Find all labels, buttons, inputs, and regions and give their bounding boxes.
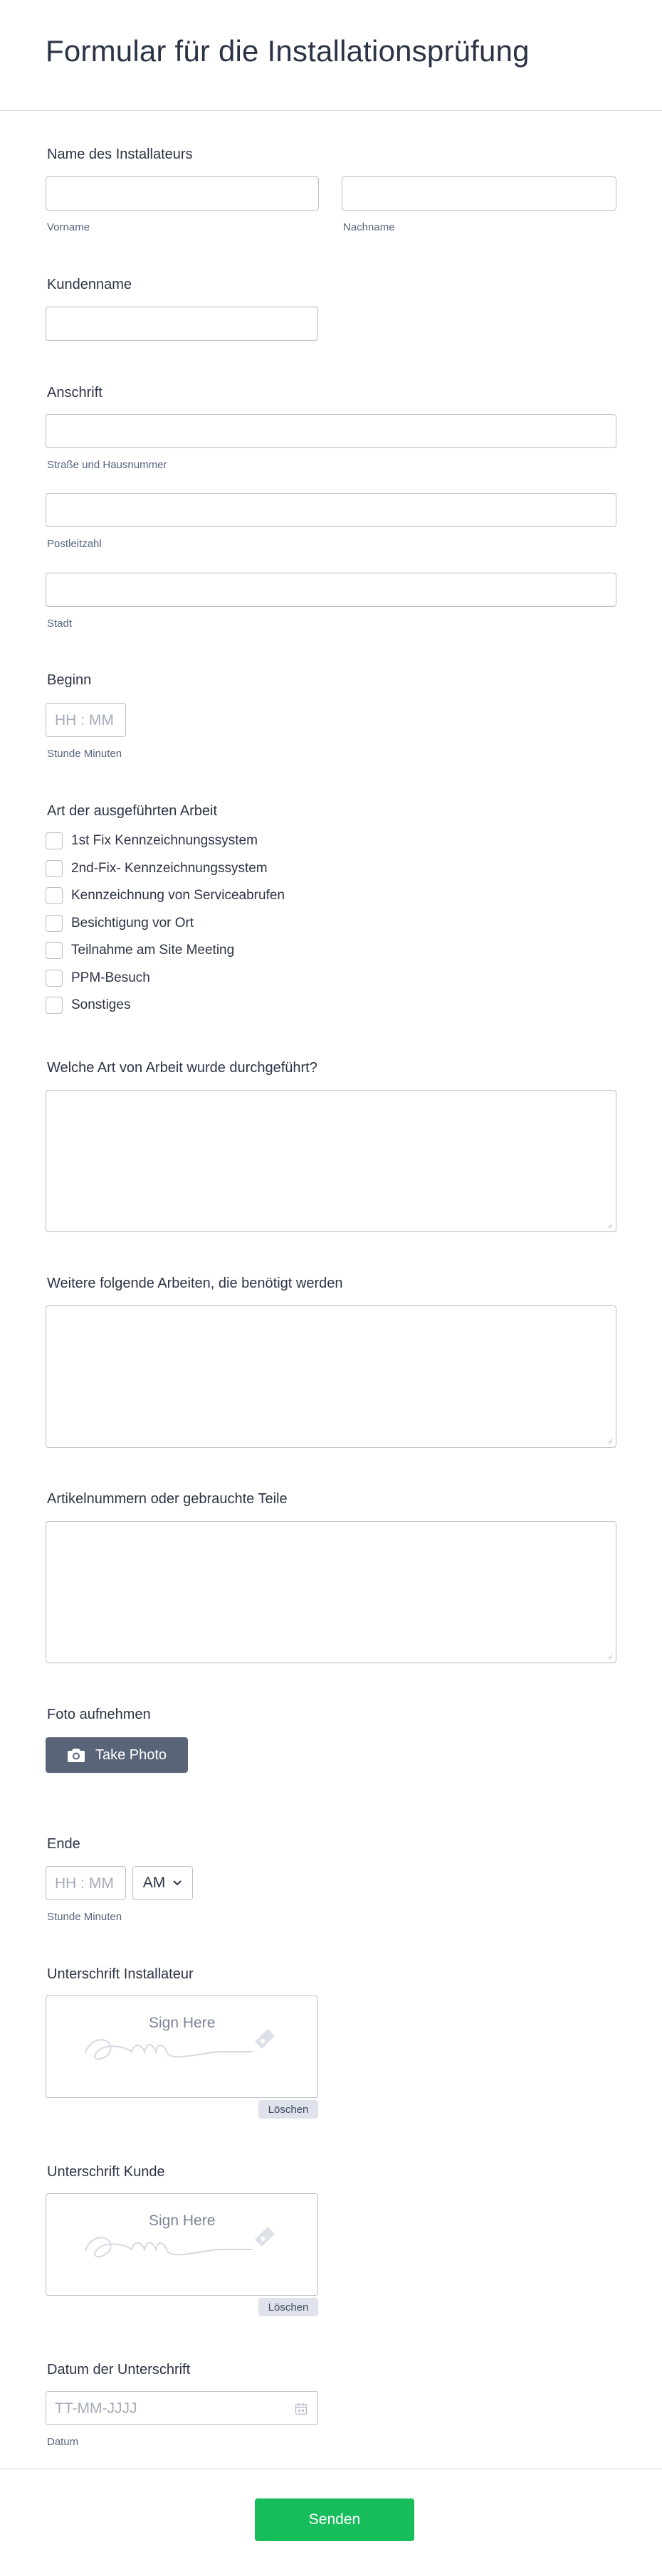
checkbox[interactable] <box>46 942 63 959</box>
checkbox[interactable] <box>46 887 63 904</box>
city-input[interactable] <box>46 573 616 607</box>
street-sublabel: Straße und Hausnummer <box>47 459 167 471</box>
begin-label: Beginn <box>47 672 92 688</box>
work-type-option[interactable] <box>46 941 234 960</box>
sign-here-text: Sign Here <box>149 2015 216 2031</box>
sig-customer-pad[interactable] <box>46 2193 318 2296</box>
work-type-option[interactable] <box>46 832 258 850</box>
work-type-option[interactable] <box>46 886 285 905</box>
checkbox[interactable] <box>46 997 63 1014</box>
camera-icon <box>67 1747 85 1763</box>
sig-installer-label: Unterschrift Installateur <box>47 1966 194 1982</box>
resize-grip-icon[interactable] <box>606 1653 613 1660</box>
work-type-option[interactable] <box>46 996 130 1014</box>
work-done-label: Welche Art von Arbeit wurde durchgeführt? <box>47 1060 317 1076</box>
work-type-option[interactable] <box>46 914 194 933</box>
sig-installer-pad[interactable] <box>46 1995 318 2098</box>
customer-name-input[interactable] <box>46 307 318 341</box>
begin-time-placeholder: HH : MM <box>55 712 114 728</box>
zip-sublabel: Postleitzahl <box>47 538 102 550</box>
resize-grip-icon[interactable] <box>606 1437 613 1444</box>
customer-name-label: Kundenname <box>47 277 132 292</box>
clear-label: Löschen <box>268 2103 309 2116</box>
ampm-value: AM <box>142 1875 166 1891</box>
further-work-textarea[interactable] <box>46 1305 616 1448</box>
further-work-label: Weitere folgende Arbeiten, die benötigt werden <box>47 1276 343 1291</box>
checkbox-label: Teilnahme am Site Meeting <box>71 943 235 958</box>
pen-icon <box>249 2025 278 2053</box>
submit-label: Senden <box>308 2511 361 2528</box>
begin-time-input[interactable] <box>46 703 126 737</box>
take-photo-label: Take Photo <box>95 1747 167 1763</box>
city-sublabel: Stadt <box>47 618 73 630</box>
photo-label: Foto aufnehmen <box>47 1707 151 1722</box>
sig-customer-clear-button[interactable] <box>258 2298 318 2316</box>
checkbox-label: 1st Fix Kennzeichnungssystem <box>71 833 258 848</box>
work-type-option[interactable] <box>46 859 268 878</box>
end-time-sublabel: Stunde Minuten <box>47 1911 122 1923</box>
work-type-option[interactable] <box>46 969 150 987</box>
street-input[interactable] <box>46 414 616 448</box>
form-header <box>0 0 662 111</box>
work-done-textarea[interactable] <box>46 1090 616 1232</box>
sig-installer-clear-button[interactable] <box>258 2100 318 2119</box>
resize-grip-icon[interactable] <box>606 1221 613 1229</box>
first-name-sublabel: Vorname <box>47 221 90 233</box>
zip-input[interactable] <box>46 493 616 527</box>
sign-date-sublabel: Datum <box>47 2436 79 2448</box>
parts-textarea[interactable] <box>46 1521 616 1663</box>
address-label: Anschrift <box>47 385 103 401</box>
checkbox[interactable] <box>46 832 63 849</box>
parts-label: Artikelnummern oder gebrauchte Teile <box>47 1491 288 1507</box>
checkbox[interactable] <box>46 860 63 877</box>
clear-label: Löschen <box>268 2301 309 2313</box>
pen-icon <box>249 2222 278 2251</box>
sign-date-placeholder: TT-MM-JJJJ <box>55 2400 137 2417</box>
checkbox[interactable] <box>46 915 63 932</box>
checkbox-label: PPM-Besuch <box>71 970 150 985</box>
sign-date-label: Datum der Unterschrift <box>47 2362 191 2378</box>
end-time-input[interactable] <box>46 1866 126 1900</box>
sign-here-text: Sign Here <box>149 2212 216 2229</box>
installer-last-name-input[interactable] <box>342 176 616 211</box>
checkbox-label: 2nd-Fix- Kennzeichnungssystem <box>71 861 268 876</box>
end-time-placeholder: HH : MM <box>55 1875 114 1892</box>
begin-time-sublabel: Stunde Minuten <box>47 748 122 760</box>
checkbox[interactable] <box>46 970 63 987</box>
form-title: Formular für die Installationsprüfung <box>46 34 530 68</box>
sig-customer-label: Unterschrift Kunde <box>47 2164 165 2180</box>
take-photo-button[interactable] <box>46 1737 188 1773</box>
checkbox-label: Sonstiges <box>71 997 131 1012</box>
last-name-sublabel: Nachname <box>343 221 395 233</box>
calendar-icon[interactable] <box>295 2402 308 2415</box>
checkbox-label: Kennzeichnung von Serviceabrufen <box>71 888 285 903</box>
work-type-label: Art der ausgeführten Arbeit <box>47 803 218 819</box>
end-label: Ende <box>47 1836 80 1852</box>
ampm-select[interactable] <box>132 1866 193 1900</box>
submit-button[interactable] <box>255 2498 414 2541</box>
checkbox-label: Besichtigung vor Ort <box>71 916 194 931</box>
installer-first-name-input[interactable] <box>46 176 319 211</box>
sign-date-input[interactable] <box>46 2391 318 2425</box>
installer-name-label: Name des Installateurs <box>47 147 193 162</box>
chevron-down-icon <box>172 1880 182 1887</box>
